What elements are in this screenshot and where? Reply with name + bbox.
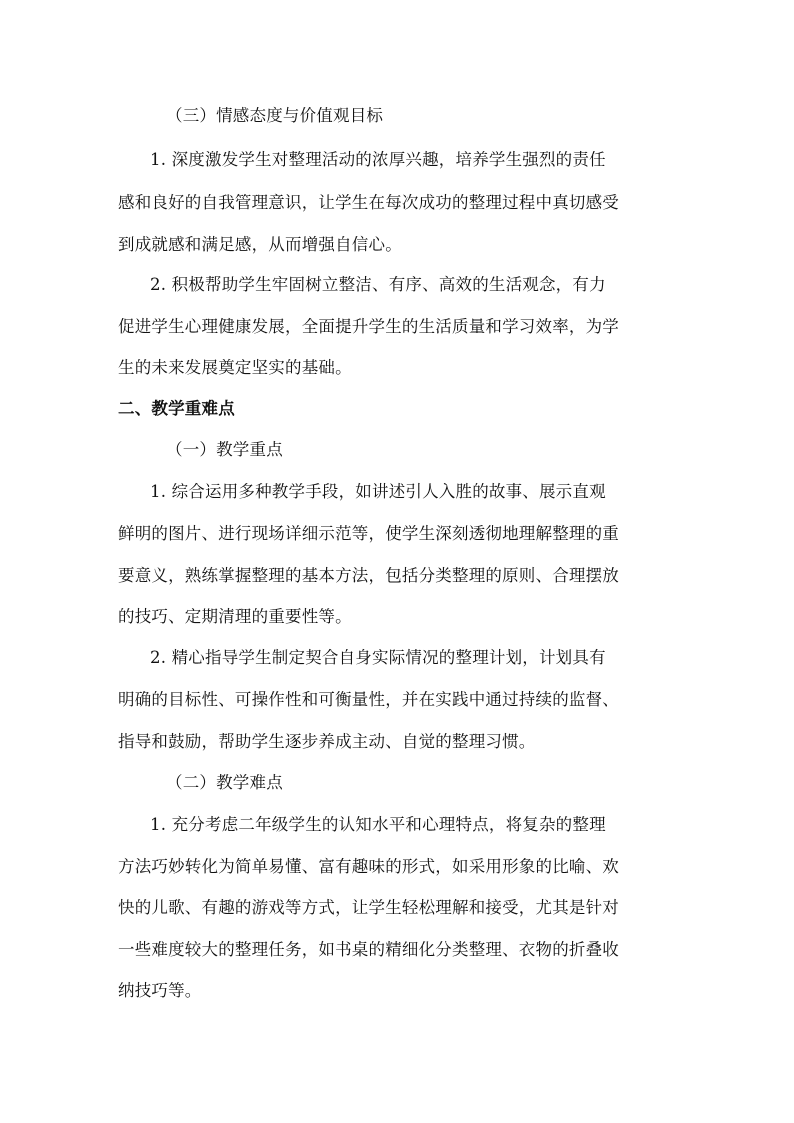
paragraph-line: 到成就感和满足感，从而增强自信心。 bbox=[118, 235, 402, 254]
paragraph-line: 的技巧、定期清理的重要性等。 bbox=[118, 607, 352, 626]
subsection-heading-key-points: （一）教学重点 bbox=[166, 440, 283, 459]
paragraph-line: 方法巧妙转化为简单易懂、富有趣味的形式，如采用形象的比喻、欢 bbox=[118, 857, 619, 876]
section-heading-key-difficult-points: 二、教学重难点 bbox=[118, 399, 235, 418]
paragraph-line: 促进学生心理健康发展，全面提升学生的生活质量和学习效率，为学 bbox=[118, 317, 619, 336]
paragraph-line: 2. 精心指导学生制定契合自身实际情况的整理计划，计划具有 bbox=[150, 648, 606, 667]
paragraph-line: 生的未来发展奠定坚实的基础。 bbox=[118, 358, 352, 377]
paragraph-line: 感和良好的自我管理意识，让学生在每次成功的整理过程中真切感受 bbox=[118, 193, 619, 212]
paragraph-line: 指导和鼓励，帮助学生逐步养成主动、自觉的整理习惯。 bbox=[118, 732, 536, 751]
paragraph-line: 1. 综合运用多种教学手段，如讲述引人入胜的故事、展示直观 bbox=[150, 482, 606, 501]
paragraph-line: 1. 深度激发学生对整理活动的浓厚兴趣，培养学生强烈的责任 bbox=[150, 150, 606, 169]
paragraph-line: 2. 积极帮助学生牢固树立整洁、有序、高效的生活观念，有力 bbox=[150, 275, 606, 294]
paragraph-line: 鲜明的图片、进行现场详细示范等，使学生深刻透彻地理解整理的重 bbox=[118, 524, 619, 543]
paragraph-line: 纳技巧等。 bbox=[118, 981, 202, 1000]
paragraph-line: 1. 充分考虑二年级学生的认知水平和心理特点，将复杂的整理 bbox=[150, 815, 606, 834]
section-heading-affective-goals: （三）情感态度与价值观目标 bbox=[166, 106, 384, 125]
paragraph-line: 明确的目标性、可操作性和可衡量性，并在实践中通过持续的监督、 bbox=[118, 690, 619, 709]
paragraph-line: 快的儿歌、有趣的游戏等方式，让学生轻松理解和接受，尤其是针对 bbox=[118, 898, 619, 917]
subsection-heading-difficult-points: （二）教学难点 bbox=[166, 773, 283, 792]
paragraph-line: 一些难度较大的整理任务，如书桌的精细化分类整理、衣物的折叠收 bbox=[118, 940, 619, 959]
paragraph-line: 要意义，熟练掌握整理的基本方法，包括分类整理的原则、合理摆放 bbox=[118, 566, 619, 585]
